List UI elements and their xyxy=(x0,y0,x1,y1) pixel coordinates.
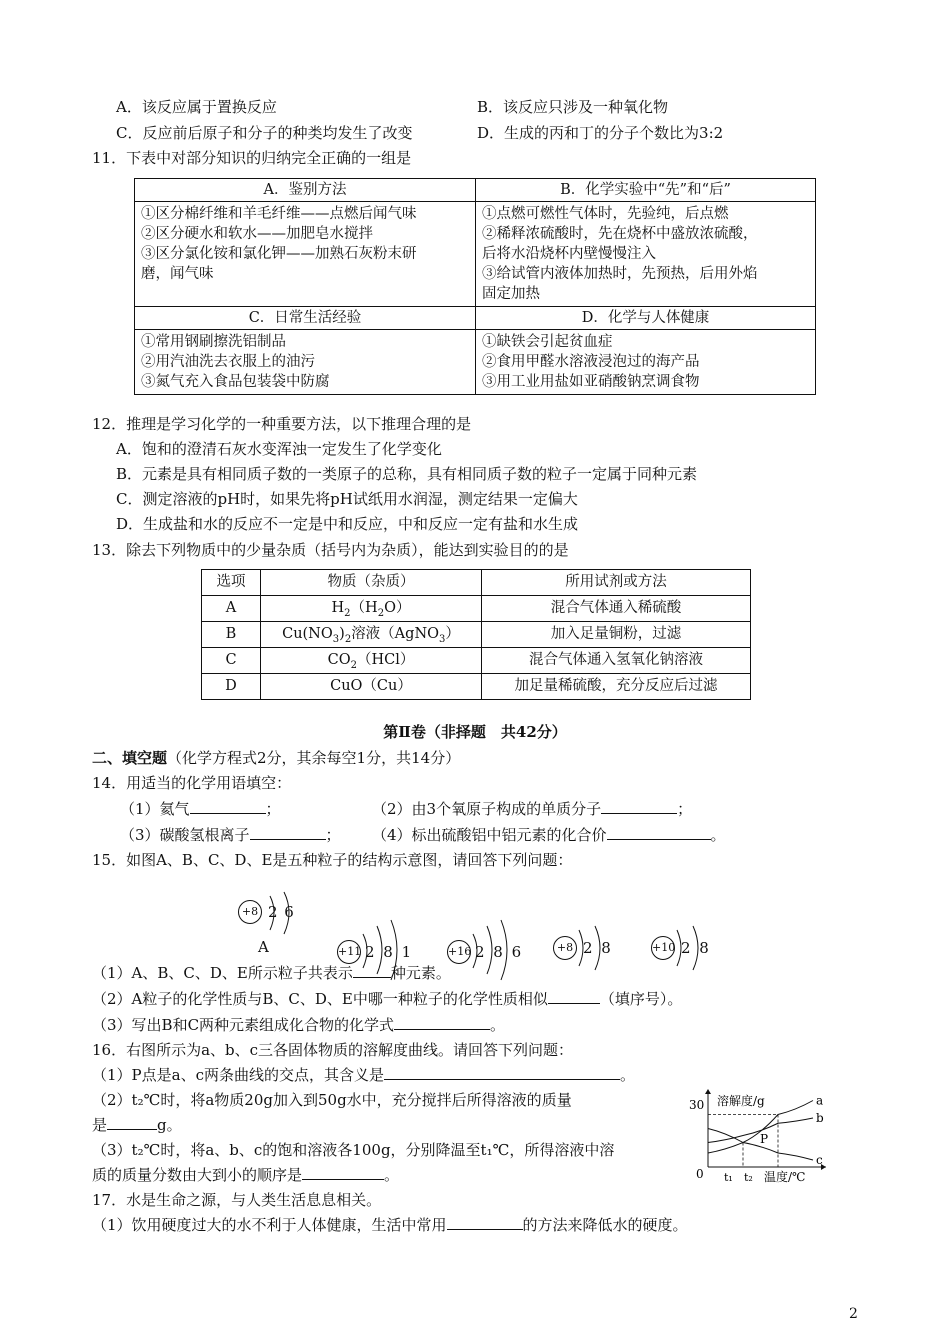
table-row: C $CO_2(HCl)$ 混合气体通入氢氧化钠溶液 xyxy=(202,648,751,674)
solubility-chart xyxy=(680,1085,830,1190)
q16-sub-3a: （3）t₂℃时，将a、b、c的饱和溶液各100g，分别降温至t₁℃，所得溶液中溶 xyxy=(92,1141,615,1159)
q16-sub-2a: （2）t₂℃时，将a物质20g加入到50g水中，充分搅拌后所得溶液的质量 xyxy=(92,1091,572,1109)
q11-a-body: ①区分棉纤维和羊毛纤维——点燃后闻气味 ②区分硬水和软水——加肥皂水搅拌 ③区分氯化铵和氯化钾——加熟石灰粉末研 磨，闻气味 xyxy=(135,202,476,307)
chart-xtick-t2: t₂ xyxy=(744,1171,753,1184)
q10-option-c: C．反应前后原子和分子的种类均发生了改变 xyxy=(116,124,413,142)
q11-stem: 11．下表中对部分知识的归纳完全正确的一组是 xyxy=(92,149,412,167)
q15-sub-3: （3）写出B和C两种元素组成化合物的化学式 。 xyxy=(92,1016,506,1034)
q16-stem: 16．右图所示为a、b、c三各固体物质的溶解度曲线。请回答下列问题： xyxy=(92,1041,574,1059)
q11-c-body: ①常用钢刷擦洗铝制品 ②用汽油洗去衣服上的油污 ③氮气充入食品包装袋中防腐 xyxy=(135,330,476,395)
q15-stem: 15．如图A、B、C、D、E是五种粒子的结构示意图，请回答下列问题： xyxy=(92,851,573,869)
q10-option-d: D．生成的丙和丁的分子个数比为3:2 xyxy=(477,124,724,142)
chart-series-label-c: c xyxy=(816,1153,823,1167)
page-number: 2 xyxy=(849,1306,858,1322)
q12-option-a: A．饱和的澄清石灰水变浑浊一定发生了化学变化 xyxy=(116,440,442,458)
q16-sub-1: （1）P点是a、c两条曲线的交点，其含义是 。 xyxy=(92,1066,635,1084)
q11-d-body: ①缺铁会引起贫血症 ②食用甲醛水溶液浸泡过的海产品 ③用工业用盐如亚硝酸钠烹调食物 xyxy=(476,330,816,395)
chart-point-p: P xyxy=(760,1132,769,1146)
q16-sub-3b: 质的质量分数由大到小的顺序是 。 xyxy=(92,1166,400,1184)
chart-ytick-30: 30 xyxy=(689,1098,705,1112)
chart-series-label-a: a xyxy=(816,1093,824,1108)
q13-header-method: 所用试剂或方法 xyxy=(482,570,751,596)
q16-sub-2b: 是 g。 xyxy=(92,1116,182,1134)
atom-a-label: A xyxy=(258,938,269,956)
q13-table xyxy=(201,569,751,700)
q13-header-substance: 物质（杂质） xyxy=(261,570,482,596)
q10-option-b: B．该反应只涉及一种氧化物 xyxy=(477,98,669,116)
section-heading: 二、填空题（化学方程式2分，其余每空1分，共14分） xyxy=(92,749,461,767)
q11-d-head: D．化学与人体健康 xyxy=(476,307,816,330)
q13-header-option: 选项 xyxy=(202,570,261,596)
q12-option-c: C．测定溶液的pH时，如果先将pH试纸用水润湿，测定结果一定偏大 xyxy=(116,490,578,508)
chart-xtick-t1: t₁ xyxy=(724,1171,733,1184)
chart-series-label-b: b xyxy=(816,1111,824,1125)
q14-stem: 14．用适当的化学用语填空： xyxy=(92,774,292,792)
q17-sub-1: （1）饮用硬度过大的水不利于人体健康，生活中常用 的方法来降低水的硬度。 xyxy=(92,1216,688,1234)
q14-item-3: （3）碳酸氢根离子 ； xyxy=(120,826,341,844)
chart-ylabel: 溶解度/g xyxy=(717,1094,765,1108)
q15-sub-1: （1）A、B、C、D、E所示粒子共表示 种元素。 xyxy=(92,964,451,982)
q13-stem: 13．除去下列物质中的少量杂质（括号内为杂质），能达到实验目的的是 xyxy=(92,541,569,559)
part2-title: 第Ⅱ卷（非择题 共42分） xyxy=(383,723,567,741)
chart-y-arrow xyxy=(705,1089,711,1094)
q14-item-2: （2）由3个氧原子构成的单质分子 ； xyxy=(372,800,693,818)
q11-b-head: B．化学实验中“先”和“后” xyxy=(476,179,816,202)
table-row: A $H_2(H_2O)$ 混合气体通入稀硫酸 xyxy=(202,596,751,622)
q12-option-b: B．元素是具有相同质子数的一类原子的总称，具有相同质子数的粒子一定属于同种元素 xyxy=(116,465,698,483)
q12-option-d: D．生成盐和水的反应不一定是中和反应，中和反应一定有盐和水生成 xyxy=(116,515,579,533)
q10-option-a: A．该反应属于置换反应 xyxy=(116,98,277,116)
q12-stem: 12．推理是学习化学的一种重要方法，以下推理合理的是 xyxy=(92,415,472,433)
q11-c-head: C．日常生活经验 xyxy=(135,307,476,330)
q15-sub-2: （2）A粒子的化学性质与B、C、D、E中哪一种粒子的化学性质相似 （填序号）。 xyxy=(92,990,683,1008)
q17-stem: 17．水是生命之源，与人类生活息息相关。 xyxy=(92,1191,382,1209)
table-row: B $Cu(NO_3)_2$溶液（AgNO$_3$） 加入足量铜粉，过滤 xyxy=(202,622,751,648)
chart-xlabel: 温度/℃ xyxy=(764,1170,806,1184)
chart-origin: 0 xyxy=(696,1167,704,1181)
q11-a-head: A．鉴别方法 xyxy=(135,179,476,202)
q14-item-4: （4）标出硫酸铝中铝元素的化合价 。 xyxy=(372,826,726,844)
q11-b-body: ①点燃可燃性气体时，先验纯，后点燃 ②稀释浓硫酸时，先在烧杯中盛放浓硫酸， 后将水沿烧杯内壁慢慢注入 ③给试管内液体加热时，先预热，后用外焰 固定加热 xyxy=(476,202,816,307)
table-row: D CuO（Cu） 加足量稀硫酸，充分反应后过滤 xyxy=(202,674,751,700)
q11-table xyxy=(134,178,816,395)
q14-item-1: （1）氦气 ； xyxy=(120,800,281,818)
